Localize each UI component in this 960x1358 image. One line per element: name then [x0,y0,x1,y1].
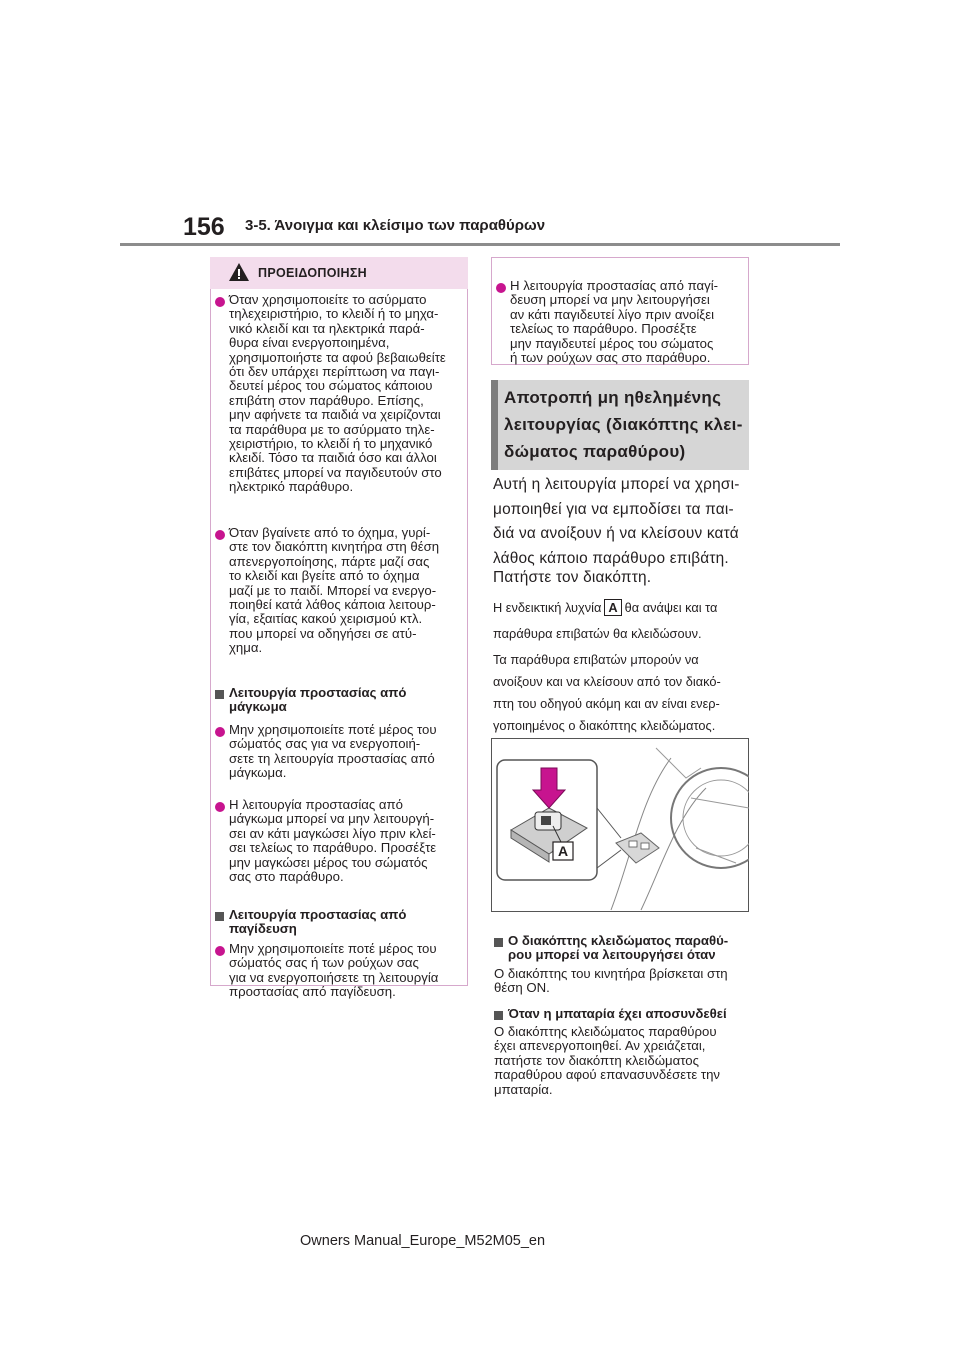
text-line: έχει απενεργοποιηθεί. Αν χρειάζεται, [494,1038,706,1054]
text-line: τελείως το παράθυρο. Προσέξτε [510,321,697,337]
section-heading [504,384,744,465]
square-bullet-icon [494,1011,503,1020]
text-line: θυρα είναι ενεργοποιημένα, [229,335,390,351]
text-line: Μην χρησιμοποιείτε ποτέ μέρος του [229,722,437,737]
text-line: Ο διακόπτης κλειδώματος παραθύρου [494,1024,717,1039]
warning-subheading-jam [229,686,465,715]
footer-text: Owners Manual_Europe_M52M05_en [300,1233,546,1249]
detail-paragraph [493,597,753,737]
text-line: σει τελείως το παράθυρο. Προσέξτε [229,840,437,856]
text-line: χρησιμοποιήστε τα αφού βεβαιωθείτε [229,349,446,365]
text-line: μαζί με το παιδί. Μπορεί να ενεργο- [229,582,437,598]
text-line: μην μαγκώσει μέρος του σώματός [229,854,428,870]
text-line: μπαταρία. [494,1081,553,1097]
text-line: ή των ρούχων σας στο παράθυρο. [510,350,711,366]
text-line: διά να ανοίξουν ή να κλείσουν κατά [493,525,739,542]
text-line: τηλεχειριστήριο, το κλειδί ή το μηχα- [229,306,439,322]
text-line: θέση ON. [494,980,550,996]
text-fragment: θα ανάψει και τα [624,600,718,615]
bullet-icon [496,283,506,293]
text-line: ανοίξουν και να κλείσουν από τον διακό- [493,674,721,689]
text-line: ρου μπορεί να λειτουργήσει όταν [508,947,716,963]
text-line: κλειδί. Τόσο τα παιδιά όσο και άλλοι [229,450,437,466]
bullet-icon [215,297,225,307]
text-line: που μπορεί να οδηγήσει σε ατύ- [229,625,417,641]
warning-item-2 [229,526,465,656]
text-line: Ο διακόπτης κλειδώματος παραθύ- [508,933,729,948]
indicator-label-box: A [604,599,621,616]
text-line: μάγκωμα. [229,765,287,781]
text-line: παγίδευση [229,921,297,937]
text-line: παραθύρου αφού επανασυνδέσετε την [494,1067,721,1083]
note-1-text [494,967,752,996]
text-line: απενεργοποίησης, πάρτε μαζί σας [229,553,430,569]
bullet-icon [215,727,225,737]
text-line: προστασίας από παγίδευση. [229,984,396,1000]
text-line: χημα. [229,640,263,656]
text-line: για να ενεργοποιήσετε τη λειτουργία [229,969,439,985]
text-line: γία, εξαιτίας κακού χειρισμού κτλ. [229,611,423,627]
heading-line: Αποτροπή μη ηθελημένης [504,388,722,407]
square-bullet-icon [215,690,224,699]
instruction: Πατήστε τον διακόπτη. [493,569,652,586]
warning-item-continued [510,279,746,365]
header-divider [120,243,840,246]
text-line: Λειτουργία προστασίας από [229,685,407,700]
warning-item-1 [229,293,465,495]
bullet-icon [215,946,225,956]
heading-line: λειτουργίας (διακόπτης κλει- [504,415,743,434]
text-line: σας στο παράθυρο. [229,869,344,885]
text-line: μάγκωμα [229,699,287,715]
text-line: Η λειτουργία προστασίας από [229,797,403,812]
warning-subheading-trap [229,908,465,937]
text-line: Τα παράθυρα επιβατών μπορούν να [493,652,699,667]
text-line: μην αφήνετε τα παιδιά να χειρίζονται [229,407,441,423]
note-2-text [494,1025,752,1097]
intro-paragraph [493,473,751,571]
text-fragment: Η ενδεικτική λυχνία [493,600,602,615]
text-line: μην παγιδευτεί μέρος του σώματος [510,335,714,351]
text-line: χειριστήριο, το κλειδί ή το μηχανικό [229,436,433,452]
section-heading-bar [491,380,498,470]
text-line: Λειτουργία προστασίας από [229,907,407,922]
callout-label: A [557,843,569,859]
text-line: πτη του οδηγού ακόμη και αν είναι ενερ- [493,696,720,711]
square-bullet-icon [494,938,503,947]
text-line: Ο διακόπτης του κινητήρα βρίσκεται στη [494,966,728,981]
text-line: αν κάτι παγιδευτεί λίγο πριν ανοίξει [510,306,715,322]
text-line: νικό κλειδί και τα ηλεκτρικά παρά- [229,320,425,336]
square-bullet-icon [215,912,224,921]
text-line: λάθος κάποιο παράθυρο επιβάτη. [493,549,729,567]
text-line: Όταν χρησιμοποιείτε το ασύρματο [229,292,427,307]
text-line: Όταν βγαίνετε από το όχημα, γυρί- [229,525,431,540]
bullet-icon [215,802,225,812]
text-line: γοποιημένος ο διακόπτης κλειδώματος. [493,718,716,733]
text-line: το κλειδί και βγείτε από το όχημα [229,568,420,584]
text-line: σώματός σας για να ενεργοποιή- [229,736,421,752]
warning-item-7 [229,942,465,1000]
text-line: μοποιηθεί για να εμποδίσει τα παι- [493,500,734,518]
window-lock-switch-illustration [491,738,749,912]
text-line: ηλεκτρικό παράθυρο. [229,479,354,495]
bullet-icon [215,530,225,540]
note-1-title [508,934,753,963]
text-line: επιβάτη στον παράθυρο. Επίσης, [229,392,424,408]
text-line: πατήστε τον διακόπτη κλειδώματος [494,1052,699,1068]
page-number: 156 [183,213,225,241]
text-line: δευση μπορεί να μην λειτουργήσει [510,292,710,308]
text-line: στε τον διακόπτη κινητήρα στη θέση [229,539,440,555]
warning-item-5 [229,798,465,884]
text-line: Η λειτουργία προστασίας από παγί- [510,278,719,293]
text-line: δευτεί μέρος του σώματος κάποιου [229,378,433,394]
text-line: Όταν η μπαταρία έχει αποσυνδεθεί [508,1006,727,1021]
text-line: ποιηθεί κατά λάθος κάποια λειτουρ- [229,597,436,613]
section-title: 3-5. Άνοιγμα και κλείσιμο των παραθύρων [245,217,546,234]
warning-item-4 [229,723,465,781]
text-line: επιβάτες μπορεί να παγιδευτούν στο [229,464,442,480]
text-line: Αυτή η λειτουργία μπορεί να χρησι- [493,476,740,493]
warning-triangle-icon [228,262,250,282]
text-line: σώματός σας ή των ρούχων σας [229,955,419,971]
text-line: Μην χρησιμοποιείτε ποτέ μέρος του [229,941,437,956]
text-line: ότι δεν υπάρχει περίπτωση να παγι- [229,364,440,380]
warning-label: ΠΡΟΕΙΔΟΠΟΙΗΣΗ [258,266,367,280]
indicator-line [493,597,753,619]
heading-line: δώματος παραθύρου) [504,442,686,461]
text-line: σετε τη λειτουργία προστασίας από [229,750,435,766]
text-line: σει αν κάτι μαγκώσει λίγο πριν κλεί- [229,825,436,841]
text-line: τα παράθυρα με το ασύρματο τηλε- [229,421,435,437]
text-line: παράθυρα επιβατών θα κλειδώσουν. [493,626,702,641]
text-line: μάγκωμα μπορεί να μην λειτουργή- [229,811,435,827]
note-2-title [508,1007,753,1021]
